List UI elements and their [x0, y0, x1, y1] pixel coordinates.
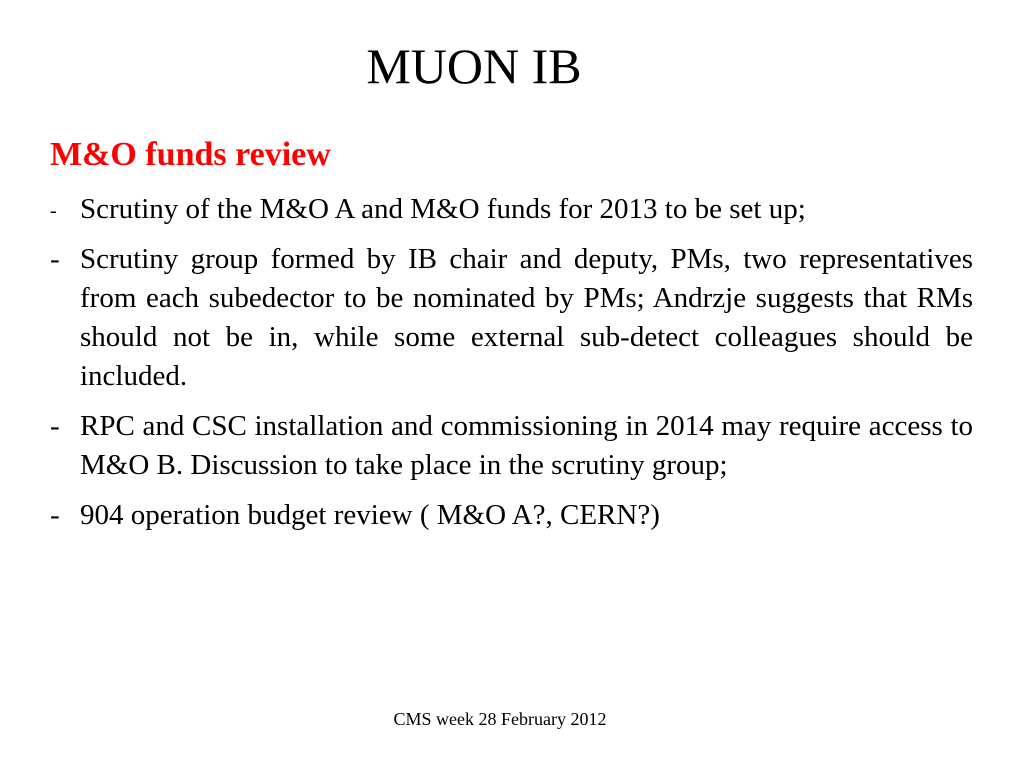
bullet-marker: - [50, 243, 60, 275]
slide-title: MUON IB [366, 38, 582, 94]
bullet-marker: - [50, 499, 60, 531]
bullet-text: RPC and CSC installation and commissioning in 2014 may require access to M&O B. Discussion to take place in the scrutiny group; [80, 410, 973, 481]
slide-footer: CMS week 28 February 2012 [393, 709, 607, 729]
list-item [50, 240, 973, 396]
bullet-text: Scrutiny group formed by IB chair and deputy, PMs, two representatives from each subedector to be nominated by PMs; Andrzje suggests that RMs should not be in, while some external sub-detect colleagues should be included. [80, 243, 973, 392]
list-item [50, 190, 973, 229]
bullet-list [50, 190, 973, 546]
bullet-marker: - [50, 200, 57, 222]
bullet-text: Scrutiny of the M&O A and M&O funds for 2013 to be set up; [80, 193, 806, 225]
slide-subtitle: M&O funds review [50, 136, 331, 173]
bullet-text: 904 operation budget review ( M&O A?, CERN?) [80, 499, 660, 531]
list-item [50, 407, 973, 485]
list-item [50, 496, 973, 535]
bullet-marker: - [50, 410, 60, 442]
